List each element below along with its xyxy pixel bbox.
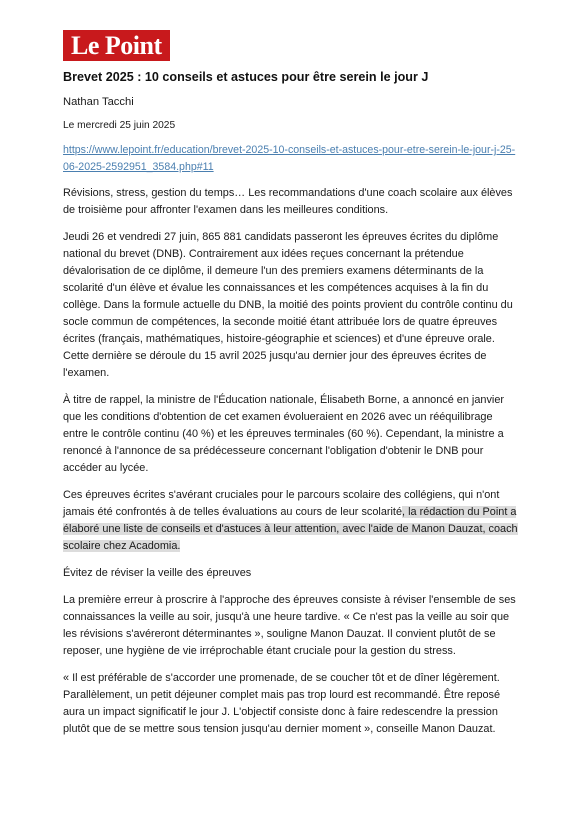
article-author: Nathan Tacchi xyxy=(63,96,134,108)
section-subheading: Évitez de réviser la veille des épreuves xyxy=(63,567,252,579)
le-point-logo[interactable]: Le Point xyxy=(63,30,170,61)
article-paragraph-2: À titre de rappel, la ministre de l'Éducation nationale, Élisabeth Borne, a annoncé en janvier que les conditions d'obtention de cet examen évolueraient en 2026 avec un rééquilibrage entre le contrôle continu (40 %) et les épreuves terminales (60 %). Cependant, la ministre a renoncé à l'annonce de sa prédécesseure concernant l'obligation d'obtenir le DNB pour accéder au lycée. xyxy=(63,394,505,474)
highlighted-text: , la rédaction du Point a élaboré une liste de conseils et d'astuces à leur attention, avec l'aide de Manon Dauzat, coach scolaire chez Acadomia. xyxy=(63,506,518,552)
paragraph-3-text: Ces épreuves écrites s'avérant cruciales pour le parcours scolaire des collégiens, qui n'ont jamais été confrontés à de telles évaluations au cours de leur scolarité xyxy=(63,489,500,518)
article-page xyxy=(63,30,518,738)
article-paragraph-4: La première erreur à proscrire à l'approche des épreuves consiste à réviser l'ensemble de ses connaissances la veille au soir, jusqu'à une heure tardive. « Ce n'est pas la veille au soir que les révisions s'avéreront déterminantes », souligne Manon Dauzat. Il convient plutôt de se reposer, une hygiène de vie irréprochable étant cruciale pour la gestion du stress. xyxy=(63,594,516,657)
article-paragraph-3 xyxy=(63,487,518,555)
article-paragraph-5: « Il est préférable de s'accorder une promenade, de se coucher tôt et de dîner légèrement. Parallèlement, un petit déjeuner complet mais pas trop lourd est recommandé. Être reposé aura un impact significatif le jour J. L'objectif consiste donc à faire redescendre la pression plutôt que de se mettre sous tension jusqu'au dernier moment », conseille Manon Dauzat. xyxy=(63,672,501,735)
article-url-link[interactable]: https://www.lepoint.fr/education/brevet-2025-10-conseils-et-astuces-pour-etre-serein-le-jour-j-25-06-2025-2592951_3584.php#11 xyxy=(63,144,516,173)
article-title: Brevet 2025 : 10 conseils et astuces pour être serein le jour J xyxy=(63,70,429,84)
article-paragraph-1: Jeudi 26 et vendredi 27 juin, 865 881 candidats passeront les épreuves écrites du diplôme national du brevet (DNB). Contrairement aux idées reçues concernant la prétendue dévalorisation de ce diplôme, il demeure l'un des premiers examens déterminants de la scolarité d'un élève et évalue les connaissances et les compétences acquises à la fin du collège. Dans la formule actuelle du DNB, la moitié des points provient du contrôle continu du socle commun de compétences, la seconde moitié étant attribuée lors de quatre épreuves écrites (français, mathématiques, histoire-géographie et sciences) et d'une épreuve orale. Cette dernière se déroule du 15 avril 2025 jusqu'au dernier jour des épreuves écrites de l'examen. xyxy=(63,231,513,379)
article-date: Le mercredi 25 juin 2025 xyxy=(63,120,176,131)
article-lead: Révisions, stress, gestion du temps… Les recommandations d'une coach scolaire aux élèves de troisième pour affronter l'examen dans les meilleures conditions. xyxy=(63,187,513,216)
